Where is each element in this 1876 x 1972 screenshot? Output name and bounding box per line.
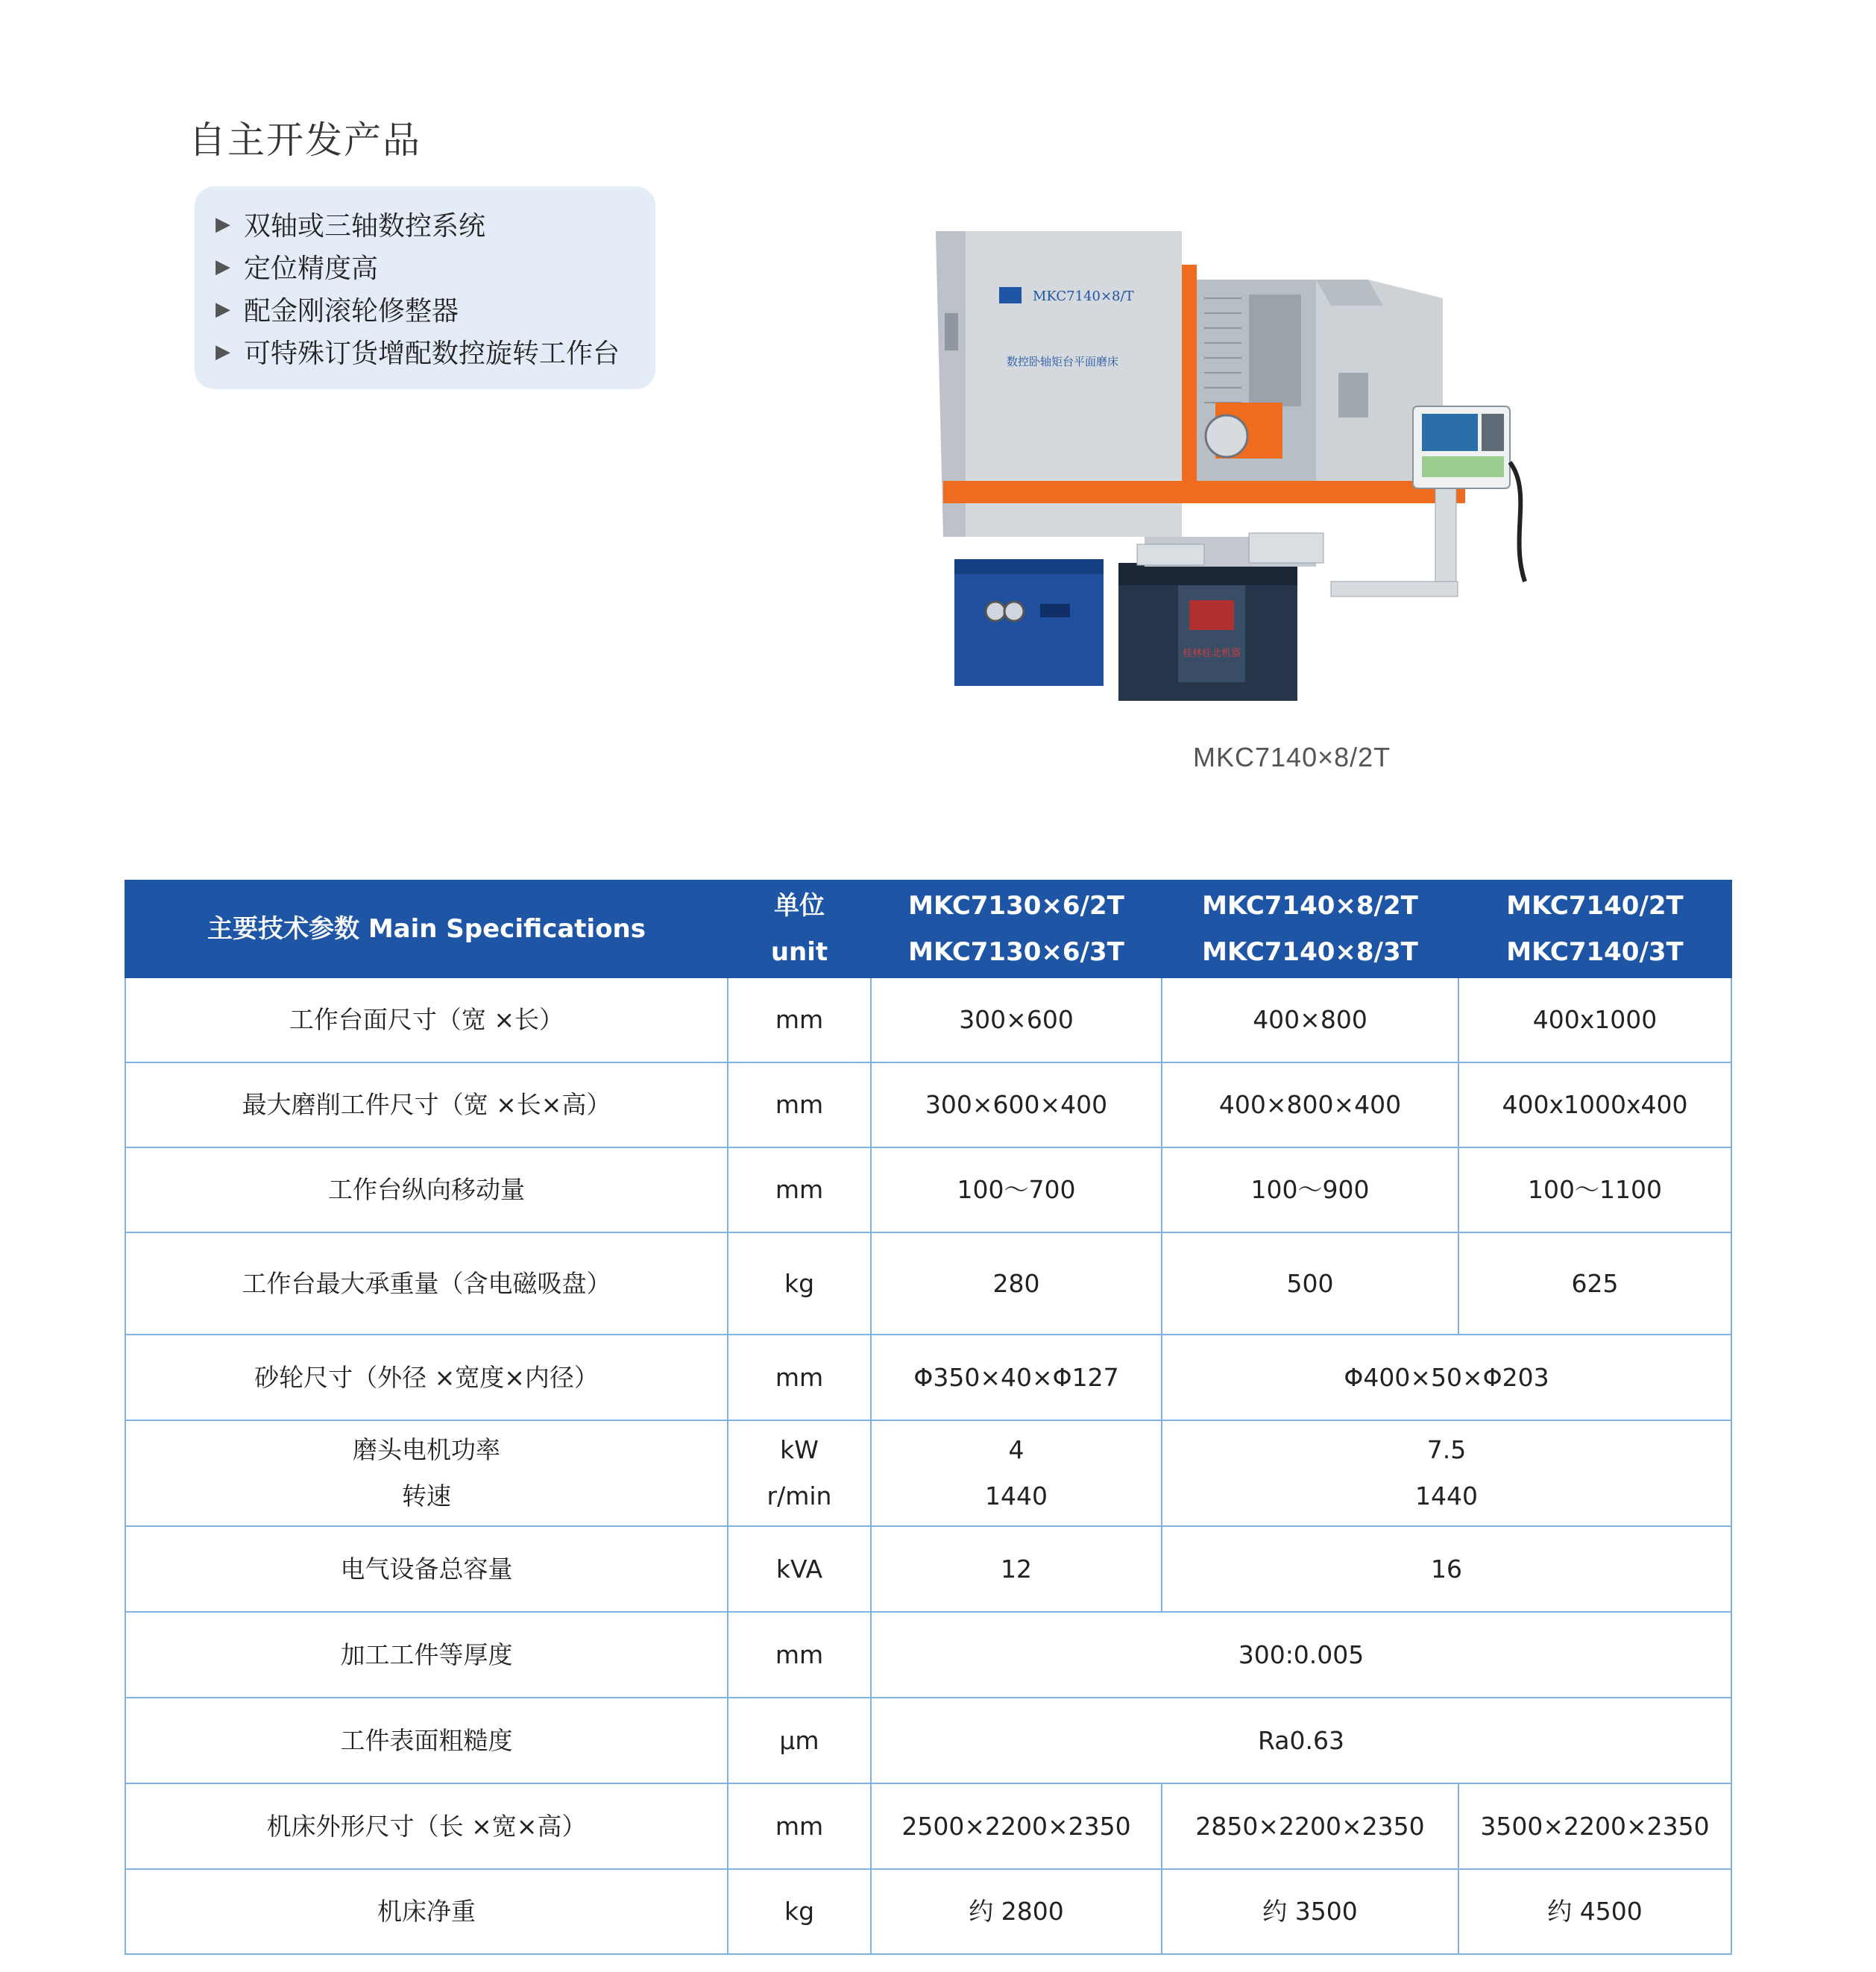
- row-value: Φ350×40×Φ127: [871, 1335, 1162, 1420]
- row-unit: mm: [728, 1147, 871, 1232]
- triangle-bullet-icon: ▶: [215, 297, 230, 321]
- row-value-merged: Φ400×50×Φ203: [1162, 1335, 1731, 1420]
- row-value: 100～900: [1162, 1147, 1458, 1232]
- feature-item: [215, 203, 655, 245]
- base-plate-text: 桂林桂北机器: [1182, 648, 1241, 659]
- row-value: 400x1000: [1458, 977, 1731, 1062]
- header-col1: [871, 881, 1162, 977]
- row-value: 约 2800: [871, 1869, 1162, 1954]
- row-unit: mm: [728, 977, 871, 1062]
- header-param: 主要技术参数 Main Specifications: [125, 881, 728, 977]
- row-value-merged: 300:0.005: [871, 1612, 1731, 1698]
- row-label: 工件表面粗糙度: [125, 1698, 728, 1783]
- row-value: 300×600×400: [871, 1062, 1162, 1147]
- table-row: [125, 977, 1731, 1062]
- row-label: 最大磨削工件尺寸（宽 ×长×高）: [125, 1062, 728, 1147]
- row-value: 12: [871, 1526, 1162, 1612]
- row-value: 500: [1162, 1232, 1458, 1335]
- row-value: 400x1000x400: [1458, 1062, 1731, 1147]
- row-label: 机床外形尺寸（长 ×宽×高）: [125, 1783, 728, 1869]
- row-unit: mm: [728, 1062, 871, 1147]
- header-col1-model-a: MKC7130×6/2T: [908, 891, 1124, 921]
- header-col2: [1162, 881, 1458, 977]
- row-unit: μm: [728, 1698, 871, 1783]
- feature-item: [215, 245, 655, 288]
- row-unit-line: kW: [780, 1435, 819, 1464]
- row-unit: mm: [728, 1783, 871, 1869]
- triangle-bullet-icon: ▶: [215, 212, 230, 236]
- row-value: 280: [871, 1232, 1162, 1335]
- table-row: [125, 1526, 1731, 1612]
- plate-subtitle: 数控卧轴矩台平面磨床: [1006, 355, 1119, 368]
- row-value: 3500×2200×2350: [1458, 1783, 1731, 1869]
- row-label: 加工工件等厚度: [125, 1612, 728, 1698]
- row-label: 电气设备总容量: [125, 1526, 728, 1612]
- triangle-bullet-icon: ▶: [215, 340, 230, 363]
- row-value: 100～700: [871, 1147, 1162, 1232]
- row-label-line: 转速: [402, 1481, 451, 1510]
- feature-text: 定位精度高: [244, 253, 379, 284]
- row-value-line: 7.5: [1426, 1435, 1467, 1464]
- row-value: 2500×2200×2350: [871, 1783, 1162, 1869]
- table-row: [125, 1612, 1731, 1698]
- triangle-bullet-icon: ▶: [215, 255, 230, 278]
- row-unit: mm: [728, 1612, 871, 1698]
- row-label: 工作台面尺寸（宽 ×长）: [125, 977, 728, 1062]
- row-value: 约 4500: [1458, 1869, 1731, 1954]
- header-col1-model-b: MKC7130×6/3T: [908, 937, 1124, 967]
- row-label: 工作台最大承重量（含电磁吸盘）: [125, 1232, 728, 1335]
- table-row: [125, 1147, 1731, 1232]
- header-col3-model-a: MKC7140/2T: [1506, 891, 1684, 921]
- table-header-row: [125, 881, 1731, 977]
- row-unit: [728, 1420, 871, 1526]
- grinding-machine-photo: [921, 224, 1607, 708]
- table-row: [125, 1420, 1731, 1526]
- header-col2-model-b: MKC7140×8/3T: [1202, 937, 1418, 967]
- row-value-merged: [1162, 1420, 1731, 1526]
- feature-text: 可特殊订货增配数控旋转工作台: [244, 338, 620, 369]
- model-plate-text: MKC7140×8/T: [1033, 289, 1134, 304]
- row-label-line: 磨头电机功率: [353, 1435, 500, 1464]
- row-value: 100～1100: [1458, 1147, 1731, 1232]
- row-value-line: 4: [1008, 1435, 1024, 1464]
- feature-text: 配金刚滚轮修整器: [244, 296, 459, 327]
- photo-caption: MKC7140×8/2T: [1193, 742, 1391, 772]
- row-value: 400×800: [1162, 977, 1458, 1062]
- header-unit-en: unit: [770, 937, 828, 967]
- row-unit-line: r/min: [767, 1481, 832, 1510]
- row-value: 300×600: [871, 977, 1162, 1062]
- table-row: [125, 1698, 1731, 1783]
- row-label: 砂轮尺寸（外径 ×宽度×内径）: [125, 1335, 728, 1420]
- row-label: 工作台纵向移动量: [125, 1147, 728, 1232]
- table-row: [125, 1783, 1731, 1869]
- table-row: [125, 1869, 1731, 1954]
- row-value: 约 3500: [1162, 1869, 1458, 1954]
- specifications-table: [125, 880, 1732, 1955]
- header-col3: [1458, 881, 1731, 977]
- row-value-line: 1440: [985, 1481, 1048, 1510]
- table-row: [125, 1232, 1731, 1335]
- row-label: [125, 1420, 728, 1526]
- header-unit: [728, 881, 871, 977]
- header-col2-model-a: MKC7140×8/2T: [1202, 891, 1418, 921]
- table-row: [125, 1062, 1731, 1147]
- row-value: 2850×2200×2350: [1162, 1783, 1458, 1869]
- row-value: 625: [1458, 1232, 1731, 1335]
- header-col3-model-b: MKC7140/3T: [1506, 937, 1684, 967]
- row-value-merged: 16: [1162, 1526, 1731, 1612]
- row-unit: kg: [728, 1869, 871, 1954]
- row-unit: kg: [728, 1232, 871, 1335]
- row-unit: kVA: [728, 1526, 871, 1612]
- row-value-line: 1440: [1415, 1481, 1478, 1510]
- feature-item: [215, 330, 655, 373]
- row-unit: mm: [728, 1335, 871, 1420]
- page-title: 自主开发产品: [189, 119, 421, 162]
- table-row: [125, 1335, 1731, 1420]
- header-unit-cn: 单位: [774, 891, 825, 921]
- feature-text: 双轴或三轴数控系统: [244, 211, 486, 242]
- row-value: [871, 1420, 1162, 1526]
- feature-item: [215, 288, 655, 330]
- feature-list: [195, 186, 655, 389]
- row-value-merged: Ra0.63: [871, 1698, 1731, 1783]
- row-label: 机床净重: [125, 1869, 728, 1954]
- row-value: 400×800×400: [1162, 1062, 1458, 1147]
